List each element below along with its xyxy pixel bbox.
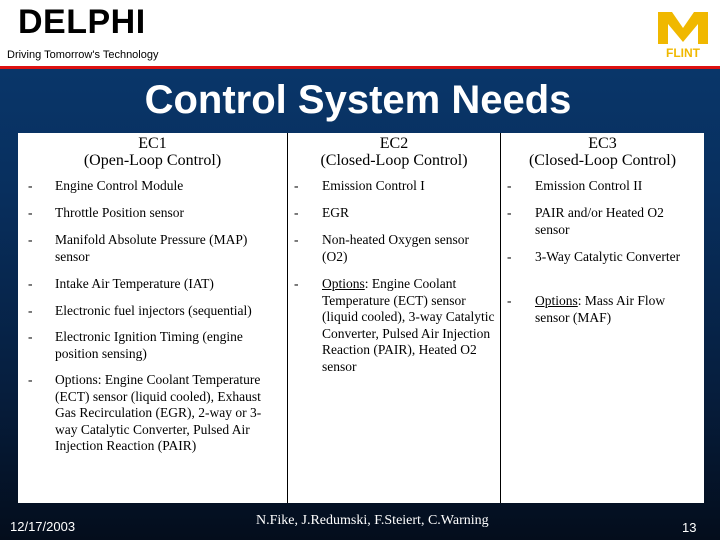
header-divider [0,66,720,69]
column-ec2 [288,133,501,503]
list-item [18,178,283,195]
bullet-dash: - [28,329,33,344]
item-text: Engine Control Module [55,178,184,193]
slide-title-text: Control System Needs [144,78,572,122]
bullet-dash: - [28,232,33,247]
item-text: Electronic Ignition Timing (engine position sensing) [55,329,243,361]
bullet-dash: - [507,293,512,308]
bullet-dash: - [507,249,512,264]
item-text [535,293,700,326]
page-number: 13 [682,520,697,535]
column-heading [501,133,704,175]
logo-word: FLINT [666,46,700,60]
item-text: Throttle Position sensor [55,205,184,220]
university-logo-icon [656,10,710,60]
footer-date: 12/17/2003 [10,519,76,534]
bullet-dash: - [28,205,33,220]
slide-title [0,78,720,123]
item-text: Intake Air Temperature (IAT) [55,276,214,291]
bullet-dash: - [294,232,299,247]
options-text: : Mass Air Flow sensor (MAF) [535,293,666,325]
bullet-dash: - [294,205,299,220]
column-ec1 [18,133,288,503]
options-label: Options [322,276,365,291]
bullet-dash: - [294,178,299,193]
bullet-dash: - [28,372,33,387]
list-item [501,205,700,238]
column-ec3 [501,133,704,503]
bullet-dash: - [294,276,299,291]
item-text: Non-heated Oxygen sensor (O2) [322,232,469,264]
bullet-dash: - [28,276,33,291]
item-text: Emission Control II [535,178,643,193]
heading-subtitle: (Open-Loop Control) [83,152,222,169]
heading-subtitle: (Closed-Loop Control) [320,152,468,169]
item-text: Manifold Absolute Pressure (MAP) sensor [55,232,248,264]
heading-code: EC2 [379,135,409,152]
item-text: Emission Control I [322,178,425,193]
list-item [288,178,496,195]
list-item [501,178,700,195]
options-label: Options [535,293,578,308]
list-item [18,372,283,455]
list-item [18,232,283,265]
list-item [18,276,283,293]
bullet-dash: - [28,178,33,193]
item-text: Electronic fuel injectors (sequential) [55,303,252,318]
footer-authors: N.Fike, J.Redumski, F.Steiert, C.Warning [256,513,489,528]
item-text: Options: Engine Coolant Temperature (ECT) sensor (liquid cooled), Exhaust Gas Recirculation (EGR), 2-way or 3-way Catalytic Converter, Pulsed Air Injection Reaction (PAIR) [55,372,262,453]
list-item [18,303,283,320]
list-item [18,329,283,362]
list-item [288,232,496,265]
bullet-dash: - [507,205,512,220]
heading-subtitle: (Closed-Loop Control) [528,152,677,169]
column-heading [18,133,287,175]
heading-code: EC1 [138,135,167,152]
requirements-table [18,133,704,503]
brand-name: DELPHI [18,3,146,41]
column-heading [288,133,500,175]
list-item [501,249,700,266]
item-text: 3-Way Catalytic Converter [535,249,681,264]
item-text: EGR [322,205,349,220]
bullet-dash: - [507,178,512,193]
header-bar [0,0,720,66]
item-text: PAIR and/or Heated O2 sensor [535,205,664,237]
options-text: : Engine Coolant Temperature (ECT) sensor (liquid cooled), 3-way Catalytic Converter, Pulsed Air Injection Reaction (PAIR), Heated O2 sensor [322,276,495,374]
list-item [18,205,283,222]
bullet-dash: - [28,303,33,318]
list-item [288,205,496,222]
heading-code: EC3 [588,135,617,152]
item-text [322,276,496,375]
brand-tagline: Driving Tomorrow's Technology [7,49,159,61]
list-item [501,293,700,326]
list-item [288,276,496,375]
